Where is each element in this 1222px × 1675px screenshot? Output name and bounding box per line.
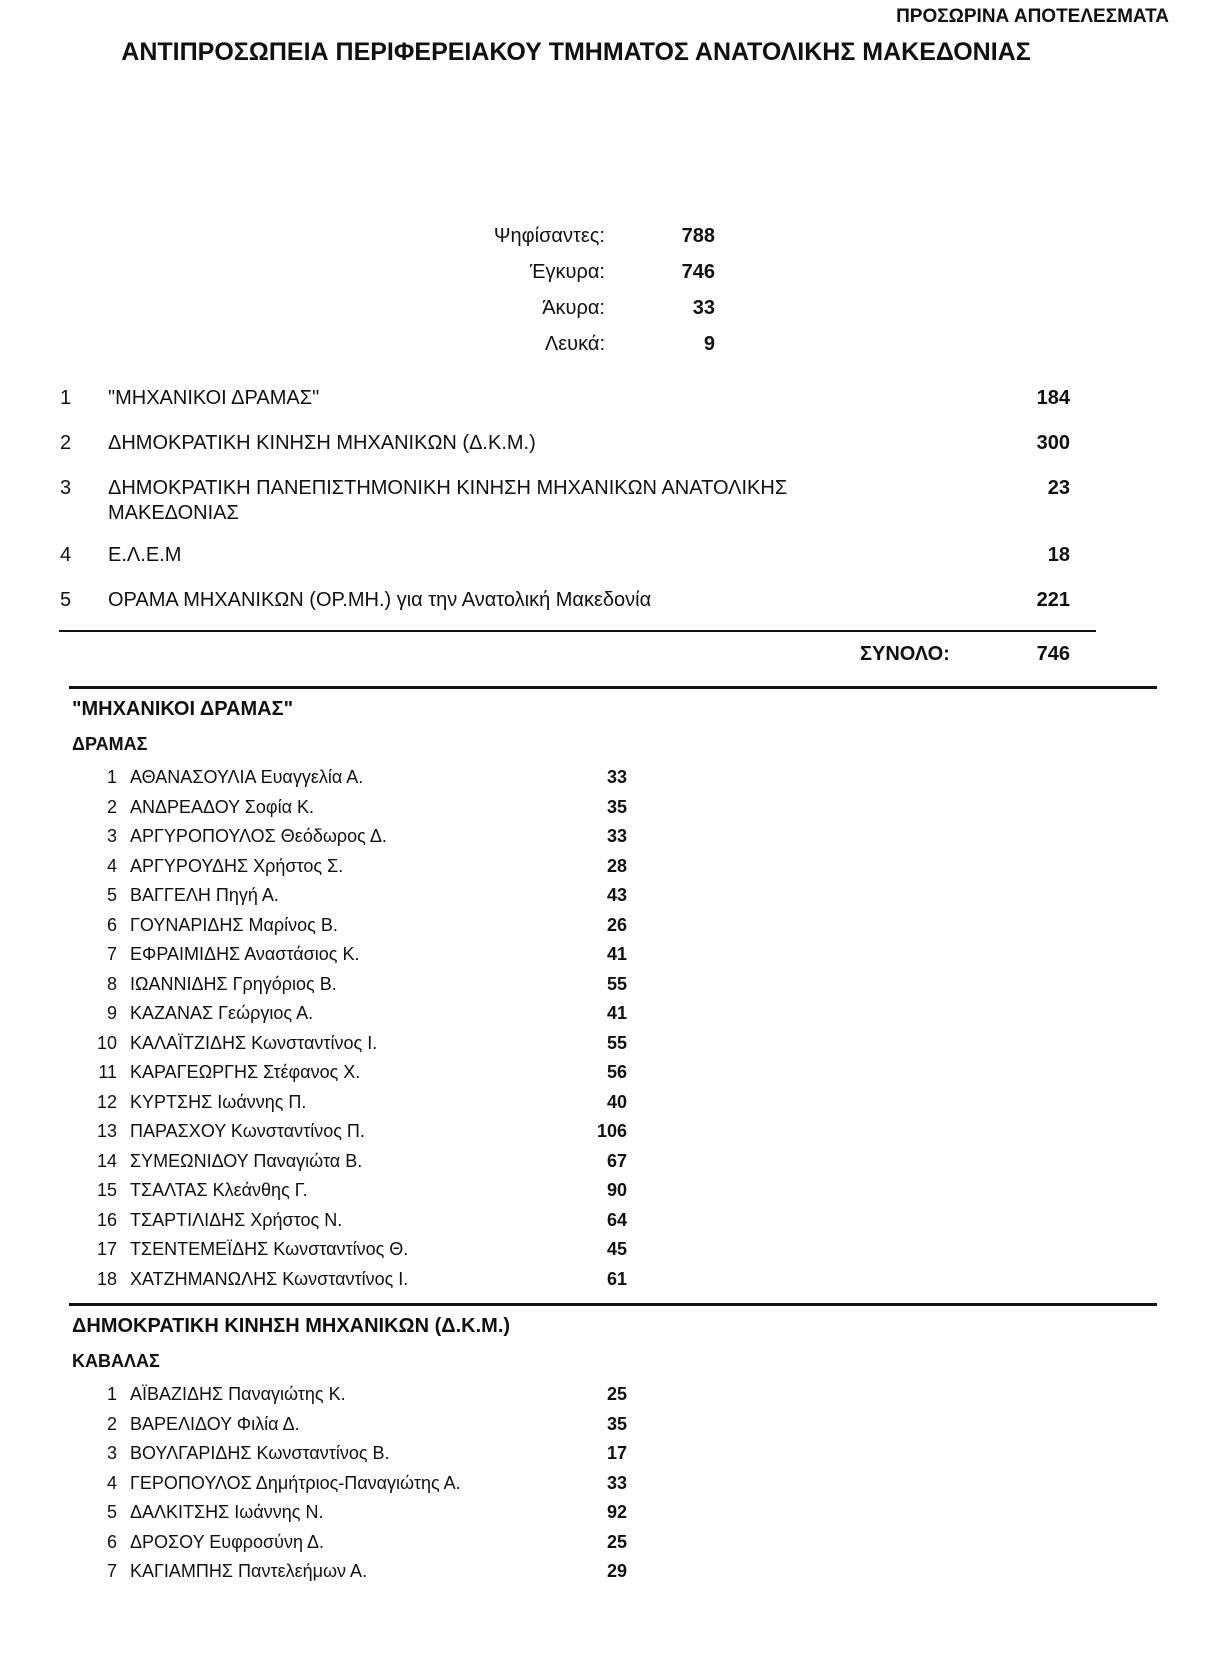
party-number: 3 — [60, 477, 72, 499]
stat-invalid-label: Άκυρα: — [542, 297, 605, 319]
stat-voted-label: Ψηφίσαντες: — [493, 225, 605, 247]
stat-valid-value: 746 — [681, 261, 715, 283]
candidate-number: 14 — [96, 1150, 117, 1171]
section-title: "ΜΗΧΑΝΙΚΟΙ ΔΡΑΜΑΣ" — [72, 698, 294, 720]
party-number: 1 — [60, 387, 72, 409]
candidate-votes: 40 — [606, 1091, 627, 1112]
party-votes: 221 — [1036, 589, 1070, 611]
candidate-number: 18 — [96, 1268, 117, 1289]
page-title: ΑΝΤΙΠΡΟΣΩΠΕΙΑ ΠΕΡΙΦΕΡΕΙΑΚΟΥ ΤΜΗΜΑΤΟΣ ΑΝΑΤΟΛΙΚΗΣ ΜΑΚΕΔΟΝΙΑΣ — [121, 38, 1031, 66]
candidate-number: 2 — [106, 796, 117, 817]
candidate-row — [0, 1473, 1222, 1502]
section-divider — [69, 1303, 1157, 1306]
candidate-name: ΕΦΡΑΙΜΙΔΗΣ Αναστάσιος Κ. — [130, 944, 360, 964]
candidate-votes: 26 — [606, 914, 627, 935]
candidate-row — [0, 1121, 1222, 1150]
candidate-votes: 45 — [606, 1239, 627, 1259]
stat-invalid-value: 33 — [692, 297, 715, 319]
candidate-name: ΒΑΡΕΛΙΔΟΥ Φιλία Δ. — [130, 1413, 300, 1434]
candidate-row — [0, 1443, 1222, 1472]
candidate-votes: 43 — [606, 885, 627, 905]
results-status-label: ΠΡΟΣΩΡΙΝΑ ΑΠΟΤΕΛΕΣΜΑΤΑ — [896, 6, 1169, 27]
candidate-row — [0, 826, 1222, 855]
candidate-votes: 25 — [606, 1384, 627, 1404]
candidate-votes: 29 — [606, 1561, 627, 1581]
candidate-number: 10 — [96, 1032, 117, 1053]
candidate-name: ΓΟΥΝΑΡΙΔΗΣ Μαρίνος Β. — [130, 914, 338, 935]
candidate-votes: 33 — [606, 1472, 627, 1493]
section-region: ΚΑΒΑΛΑΣ — [72, 1351, 160, 1371]
candidate-votes: 92 — [606, 1502, 627, 1522]
candidate-row — [0, 1269, 1222, 1298]
candidate-votes: 25 — [606, 1531, 627, 1552]
candidate-name: ΤΣΕΝΤΕΜΕΪΔΗΣ Κωνσταντίνος Θ. — [130, 1239, 409, 1259]
candidate-name: ΑΡΓΥΡΟΥΔΗΣ Χρήστος Σ. — [130, 855, 344, 876]
party-name: ΔΗΜΟΚΡΑΤΙΚΗ ΠΑΝΕΠΙΣΤΗΜΟΝΙΚΗ ΚΙΝΗΣΗ ΜΗΧΑΝΙΚΩΝ ΑΝΑΤΟΛΙΚΗΣ ΜΑΚΕΔΟΝΙΑΣ — [108, 477, 788, 524]
party-votes: 184 — [1036, 387, 1070, 409]
candidate-number: 3 — [106, 826, 117, 846]
candidate-name: ΑΡΓΥΡΟΠΟΥΛΟΣ Θεόδωρος Δ. — [130, 826, 387, 846]
candidate-name: ΔΡΟΣΟΥ Ευφροσύνη Δ. — [130, 1531, 325, 1552]
party-name: ΟΡΑΜΑ ΜΗΧΑΝΙΚΩΝ (ΟΡ.ΜΗ.) για την Ανατολική Μακεδονία — [108, 589, 652, 611]
stat-valid-label: Έγκυρα: — [529, 261, 605, 283]
candidate-row — [0, 1151, 1222, 1180]
candidate-votes: 106 — [596, 1121, 627, 1141]
party-votes: 23 — [1047, 477, 1070, 499]
candidate-row — [0, 1414, 1222, 1443]
candidate-votes: 41 — [606, 1003, 627, 1023]
candidate-number: 5 — [106, 885, 117, 905]
candidate-votes: 28 — [606, 855, 627, 876]
candidate-number: 16 — [96, 1209, 117, 1230]
candidate-number: 1 — [106, 767, 117, 787]
candidate-row — [0, 915, 1222, 944]
candidate-name: ΑΘΑΝΑΣΟΥΛΙΑ Ευαγγελία Α. — [130, 767, 364, 787]
candidate-name: ΤΣΑΡΤΙΛΙΔΗΣ Χρήστος Ν. — [130, 1209, 343, 1230]
candidate-row — [0, 1502, 1222, 1531]
candidate-row — [0, 1033, 1222, 1062]
candidate-votes: 33 — [606, 826, 627, 846]
candidate-row — [0, 856, 1222, 885]
party-number: 5 — [60, 589, 72, 611]
party-votes: 18 — [1047, 544, 1070, 566]
candidate-name: ΒΟΥΛΓΑΡΙΔΗΣ Κωνσταντίνος Β. — [130, 1443, 390, 1463]
stat-blank-label: Λευκά: — [544, 333, 605, 355]
candidate-name: ΑΪΒΑΖΙΔΗΣ Παναγιώτης Κ. — [130, 1384, 346, 1404]
candidate-number: 2 — [106, 1413, 117, 1434]
candidate-name: ΠΑΡΑΣΧΟΥ Κωνσταντίνος Π. — [130, 1121, 365, 1141]
candidate-votes: 41 — [606, 944, 627, 964]
candidate-number: 7 — [106, 1561, 117, 1581]
candidate-votes: 17 — [606, 1443, 627, 1463]
stat-voted-value: 788 — [681, 225, 715, 247]
candidate-name: ΙΩΑΝΝΙΔΗΣ Γρηγόριος Β. — [130, 973, 337, 994]
candidate-row — [0, 1003, 1222, 1032]
candidate-name: ΚΑΛΑΪΤΖΙΔΗΣ Κωνσταντίνος Ι. — [130, 1032, 378, 1053]
candidate-row — [0, 1384, 1222, 1413]
candidate-name: ΚΑΓΙΑΜΠΗΣ Παντελεήμων Α. — [130, 1561, 368, 1581]
candidate-row — [0, 885, 1222, 914]
candidate-number: 6 — [106, 914, 117, 935]
candidate-number: 4 — [106, 1472, 117, 1493]
stat-blank-value: 9 — [703, 333, 715, 355]
candidate-votes: 90 — [606, 1180, 627, 1200]
candidate-votes: 55 — [606, 1032, 627, 1053]
section-region: ΔΡΑΜΑΣ — [72, 734, 148, 754]
candidate-name: ΚΥΡΤΣΗΣ Ιωάννης Π. — [130, 1091, 307, 1112]
candidate-name: ΤΣΑΛΤΑΣ Κλεάνθης Γ. — [130, 1180, 308, 1200]
candidate-row — [0, 1062, 1222, 1091]
candidate-row — [0, 974, 1222, 1003]
candidate-votes: 55 — [606, 973, 627, 994]
party-number: 4 — [60, 544, 72, 566]
candidate-name: ΧΑΤΖΗΜΑΝΩΛΗΣ Κωνσταντίνος Ι. — [130, 1268, 409, 1289]
candidate-name: ΔΑΛΚΙΤΣΗΣ Ιωάννης Ν. — [130, 1502, 324, 1522]
candidate-number: 15 — [96, 1180, 117, 1200]
total-value: 746 — [1036, 643, 1070, 665]
candidate-row — [0, 1239, 1222, 1268]
candidate-number: 17 — [96, 1239, 117, 1259]
candidate-number: 7 — [106, 944, 117, 964]
candidate-votes: 64 — [606, 1209, 627, 1230]
candidate-row — [0, 767, 1222, 796]
candidate-name: ΑΝΔΡΕΑΔΟΥ Σοφία Κ. — [130, 796, 315, 817]
total-label: ΣΥΝΟΛΟ: — [860, 643, 950, 665]
party-votes: 300 — [1036, 432, 1070, 454]
candidate-row — [0, 944, 1222, 973]
candidate-row — [0, 1180, 1222, 1209]
candidate-row — [0, 1092, 1222, 1121]
candidate-votes: 56 — [606, 1062, 627, 1082]
candidate-votes: 35 — [606, 1413, 627, 1434]
candidate-number: 12 — [96, 1091, 117, 1112]
candidate-number: 6 — [106, 1531, 117, 1552]
party-name: "ΜΗΧΑΝΙΚΟΙ ΔΡΑΜΑΣ" — [108, 387, 320, 409]
candidate-number: 1 — [106, 1384, 117, 1404]
candidate-votes: 61 — [606, 1268, 627, 1289]
candidate-name: ΣΥΜΕΩΝΙΔΟΥ Παναγιώτα Β. — [130, 1150, 363, 1171]
candidate-row — [0, 797, 1222, 826]
candidate-number: 5 — [106, 1502, 117, 1522]
candidate-row — [0, 1210, 1222, 1239]
candidate-number: 9 — [106, 1003, 117, 1023]
candidate-number: 11 — [98, 1062, 117, 1082]
candidate-number: 4 — [106, 855, 117, 876]
section-title: ΔΗΜΟΚΡΑΤΙΚΗ ΚΙΝΗΣΗ ΜΗΧΑΝΙΚΩΝ (Δ.Κ.Μ.) — [72, 1315, 511, 1337]
candidate-row — [0, 1532, 1222, 1561]
candidate-name: ΒΑΓΓΕΛΗ Πηγή Α. — [130, 885, 279, 905]
total-divider — [59, 630, 1096, 632]
section-divider — [69, 686, 1157, 689]
candidate-name: ΚΑΖΑΝΑΣ Γεώργιος Α. — [130, 1003, 314, 1023]
candidate-number: 13 — [96, 1121, 117, 1141]
candidate-votes: 35 — [606, 796, 627, 817]
party-number: 2 — [60, 432, 72, 454]
party-name: ΔΗΜΟΚΡΑΤΙΚΗ ΚΙΝΗΣΗ ΜΗΧΑΝΙΚΩΝ (Δ.Κ.Μ.) — [108, 432, 536, 454]
candidate-row — [0, 1561, 1222, 1590]
candidate-votes: 33 — [606, 767, 627, 787]
candidate-name: ΓΕΡΟΠΟΥΛΟΣ Δημήτριος-Παναγιώτης Α. — [130, 1472, 461, 1493]
candidate-number: 8 — [106, 973, 117, 994]
candidate-name: ΚΑΡΑΓΕΩΡΓΗΣ Στέφανος Χ. — [130, 1062, 361, 1082]
candidate-number: 3 — [106, 1443, 117, 1463]
party-name: Ε.Λ.Ε.Μ — [108, 544, 182, 566]
candidate-votes: 67 — [606, 1150, 627, 1171]
